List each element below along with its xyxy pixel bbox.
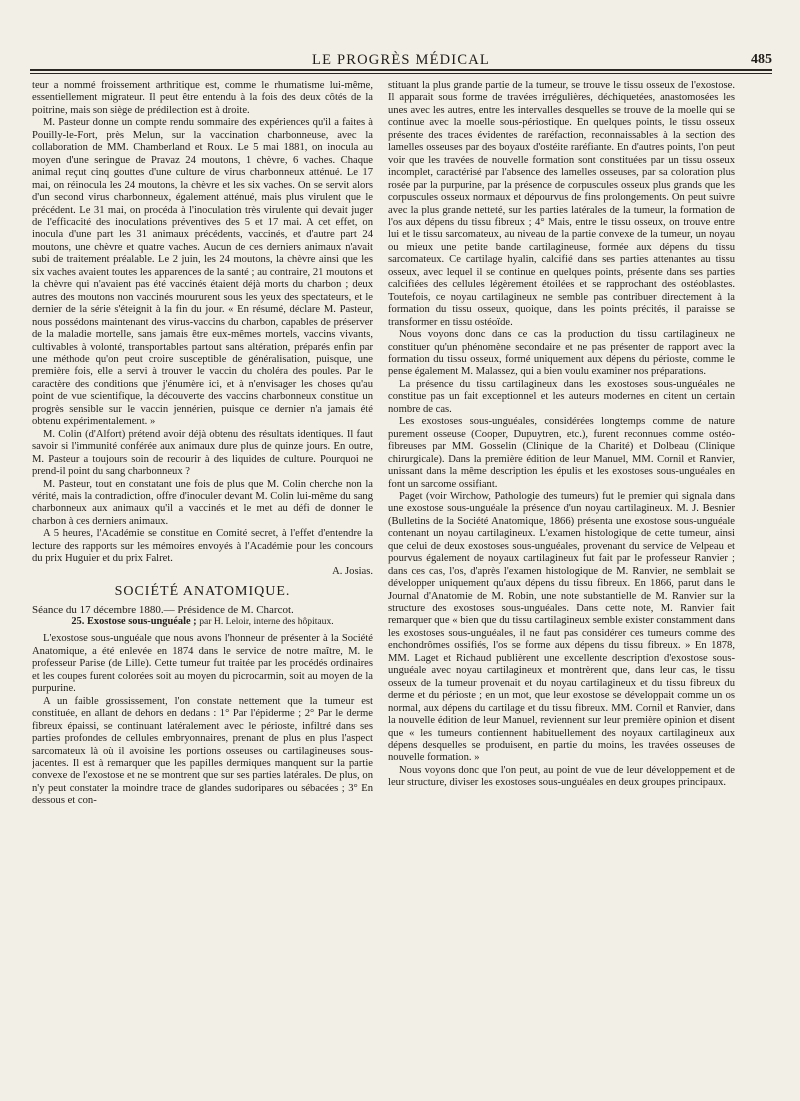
left-column <box>32 80 373 1092</box>
item-title: Exostose sous-unguéale ; <box>86 616 197 628</box>
item-author: par H. Leloir, interne des hôpitaux. <box>199 616 334 628</box>
page-number: 485 <box>751 52 772 67</box>
journal-title: LE PROGRÈS MÉDICAL <box>312 52 490 68</box>
paragraph: L'exostose sous-unguéale que nous avons l'honneur de présenter à la Société Anatomique, a été enlevée en 1874 dans le service de notre maître, M. le professeur Parise (de Lille). Cette tumeur fut traitée par les procédés ordinaires et les coupes furent colorées soit au moyen du picrocarmin, soit au moyen de la purpurine. <box>32 633 373 695</box>
paragraph: Les exostoses sous-unguéales, considérées longtemps comme de nature purement osseuse (Cooper, Dupuytren, etc.), furent reconnues comme ostéo-fibreuses par MM. Gosselin (Clinique de la Charité) et Dolbeau (Clinique chirurgicale). Dans la première édition de leur Manuel, MM. Cornil et Ranvier, unissant dans la même description les épulis et les exostoses sous-unguéales en font un sarcome ossifiant. <box>388 416 735 490</box>
paragraph: Nous voyons donc que l'on peut, au point de vue de leur développement et de leur structure, diviser les exostoses sous-unguéales en deux groupes principaux. <box>388 764 735 789</box>
paragraph: Nous voyons donc dans ce cas la production du tissu cartilagineux ne constituer qu'un phénomène secondaire et ne pas présenter de rapport avec la formation du tissu osseux, formé uniquement aux dépens du périoste, comme le pense également M. Malassez, qui a bien voulu examiner nos préparations. <box>388 329 735 378</box>
paragraph: teur a nommé froissement arthritique est, comme le rhumatisme lui-même, essentiellement migrateur. Il peut être entendu à la fois des deux côtés de la poitrine, mais son siège de prédilection est à droite. <box>32 80 373 116</box>
paragraph: A 5 heures, l'Académie se constitue en Comité secret, à l'effet d'entendre la lecture des rapports sur les mémoires envoyés à l'Académie pour les concours du prix Huguier et du prix Falret. <box>32 528 373 565</box>
header-rule-thin <box>30 73 772 74</box>
seance-line: Séance du 17 décembre 1880.— Présidence de M. Charcot. <box>32 603 294 616</box>
item-heading <box>32 616 373 628</box>
right-column <box>388 80 735 1092</box>
item-number: 25. <box>71 616 85 628</box>
section-title: SOCIÉTÉ ANATOMIQUE. <box>114 584 291 600</box>
paragraph: M. Pasteur donne un compte rendu sommaire des expériences qu'il a faites à Pouilly-le-Fort, près Melun, sur la vaccination charbonneuse, avec la collaboration de MM. Chamberland et Roux. Le 5 mai 1881, on inocula au moyen d'une seringue de Pravaz 24 moutons, 1 chèvre, 6 vaches. Chaque animal reçut cinq gouttes d'une culture de virus charbonneux atténué. Le 17 mai, on réinocula les 24 moutons, la chèvre et les six vaches. On se servit alors d'un second virus charbonneux, également atténué, mais plus virulent que le précédent. Le 31 mai, on procéda à l'inoculation très virulente qui devait juger de l'efficacité des inoculations préventives des 5 et 17 mai. A cet effet, on inocula d'une part les 31 animaux précédents, vaccinés, et d'autre part 24 moutons, une chèvre et quatre vaches. Aucun de ces derniers animaux n'avait subi de traitement préalable. Le 2 juin, les 24 moutons, la chèvre ainsi que les six vaches avaient toutes les apparences de la santé ; au contraire, 21 moutons et la chèvre qui n'avaient pas été vaccinés étaient déjà morts du charbon ; deux autres des moutons non vaccinés moururent sous les yeux des spectateurs, et le dernier de la série s'éteignit à la fin du jour. « En résumé, déclare M. Pasteur, nous possédons maintenant des virus-vaccins du charbon, capables de préserver de la maladie mortelle, sans jamais être eux-mêmes mortels, vaccins vivants, cultivables à volonté, transportables partout sans altération, préparés enfin par une méthode qu'on peut croire susceptible de généralisation, puisque, une première fois, elle a servi à trouver le vaccin du choléra des poules. Par le caractère des conditions que j'énumère ici, et à n'envisager les choses qu'au point de vue scientifique, la découverte des vaccins charbonneux constitue un progrès sensible sur le vaccin jennérien, puisque ce dernier n'a jamais été obtenu expérimentalement. » <box>32 117 373 428</box>
signature: A. Josias. <box>332 565 373 577</box>
header-rule <box>30 69 772 71</box>
paragraph: stituant la plus grande partie de la tumeur, se trouve le tissu osseux de l'exostose. Il apparait sous forme de travées irrégulières, déchiquetées, anastomosées les unes avec les autres, entre les intervalles desquelles se trouve de la moelle qui se continue avec la moelle sous-périostique. En quelques points, le tissu osseux présente des traces évidentes de raréfaction, reconnaissables à la section des lamelles osseuses par des boyaux d'ostéite raréfiante. En d'autres points, l'on peut voir que les travées de nouvelle formation sont constituées par un tissu osseux incomplet, caractérisé par l'absence des lamelles osseuses, par sa coloration plus rosée par la purpurine, par la présence de corpuscules osseux plus grands que les corpuscules osseux normaux et dépourvus de fins prolongements. On peut suivre avec la plus grande netteté, sur les parties latérales de la tumeur, la formation de l'os aux dépens du tissu fibreux ; 4° Mais, entre le tissu osseux, on trouve entre lui et le tissu sarcomateux, au niveau de la partie convexe de la tumeur, un noyau ou mieux une petite bande cartilagineuse, formée aux dépens du tissu sarcomateux. Ce cartilage hyalin, calcifié dans ses parties attenantes au tissu osseux, avec lequel il se continue en quelques points, présente dans ses parties calcifiées des cellules légèrement étoilées et se rapprochant des ostéoblastes. Toutefois, ce noyau cartilagineux ne semble pas contribuer directement à la formation du tissu osseux, quoique, dans les points précités, il paraisse se transformer en tissu ostéoïde. <box>388 80 735 328</box>
paragraph: M. Colin (d'Alfort) prétend avoir déjà obtenu des résultats identiques. Il faut savoir si l'immunité conférée aux animaux dure plus de quinze jours. En outre, M. Pasteur a toujours soin de recourir à des liquides de culture. Pourquoi ne prend-il point du sang charbonneux ? <box>32 428 373 478</box>
paragraph: La présence du tissu cartilagineux dans les exostoses sous-unguéales ne constitue pas un fait exceptionnel et les auteurs modernes en citent un certain nombre de cas. <box>388 378 735 415</box>
paragraph: M. Pasteur, tout en constatant une fois de plus que M. Colin cherche non la vérité, mais la contradiction, offre d'inoculer devant M. Colin lui-même du sang charbonneux aux animaux qu'il a vaccinés et le met au défi de donner le charbon à ces derniers animaux. <box>32 478 373 527</box>
paragraph: Paget (voir Wirchow, Pathologie des tumeurs) fut le premier qui signala dans une exostose sous-unguéale la présence d'un noyau cartilagineux. M. J. Besnier (Bulletins de la Société Anatomique, 1866) présenta une exostose sous-unguéale contenant un noyau cartilagineux. L'examen histologique de cette tumeur, ainsi que celui de deux exostoses sous-unguéales, provenant du service de Velpeau et pourvus également de noyaux cartilagineux fut fait par le professeur Ranvier ; dans ces cas, l'os, d'après l'examen histologique de M. Ranvier, ne semblait se développer uniquement qu'aux dépens du tissu fibreux. En 1866, parut dans le Journal d'Anatomie de M. Robin, une note substantielle de M. Ranvier sur la structure des exostoses sous-unguéales. Dans cette note, M. Ranvier fait remarquer que « bien que du tissu cartilagineux semble exister constamment dans les exostoses sous-unguéales, il ne faut pas considérer ces tumeurs comme des enchondrômes ossifiés, l'os se forme aux dépens du tissu fibreux. » En 1878, MM. Laget et Richaud publièrent une excellente description d'exostose sous-unguéale avec noyau cartilagineux et montrèrent que, dans leur cas, le tissu osseux de la tumeur provenait et du noyau cartilagineux et du tissu fibreux du derme et du périoste ; en un mot, que leur exostose se développait comme un os normal, aux dépens du cartilage et du tissu fibreux. MM. Cornil et Ranvier, dans la nouvelle édition de leur Manuel, reviennent sur leur première opinion et disent que « les tumeurs contiennent habituellement des noyaux cartilagineux aux dépens desquelles se produisent, en partie du moins, les travées osseuses de nouvelle formation. » <box>388 490 735 764</box>
paragraph: A un faible grossissement, l'on constate nettement que la tumeur est constituée, en allant de dehors en dedans : 1° Par l'épiderme ; 2° Par le derme fibreux épaissi, se continuant latéralement avec le périoste, infiltré dans ses parties profondes de cellules embryonnaires, prenant de plus en plus l'aspect sarcomateux là où il avoisine les portions osseuses ou cartilagineuses sous-jacentes. Il est à remarquer que les papilles dermiques manquent sur la partie convexe de l'exostose et ne se montrent que sur ses parties latérales. De plus, on n'y peut constater la moindre trace de glandes sudoripares ou sébacées ; 3° En dessous et con- <box>32 695 373 807</box>
